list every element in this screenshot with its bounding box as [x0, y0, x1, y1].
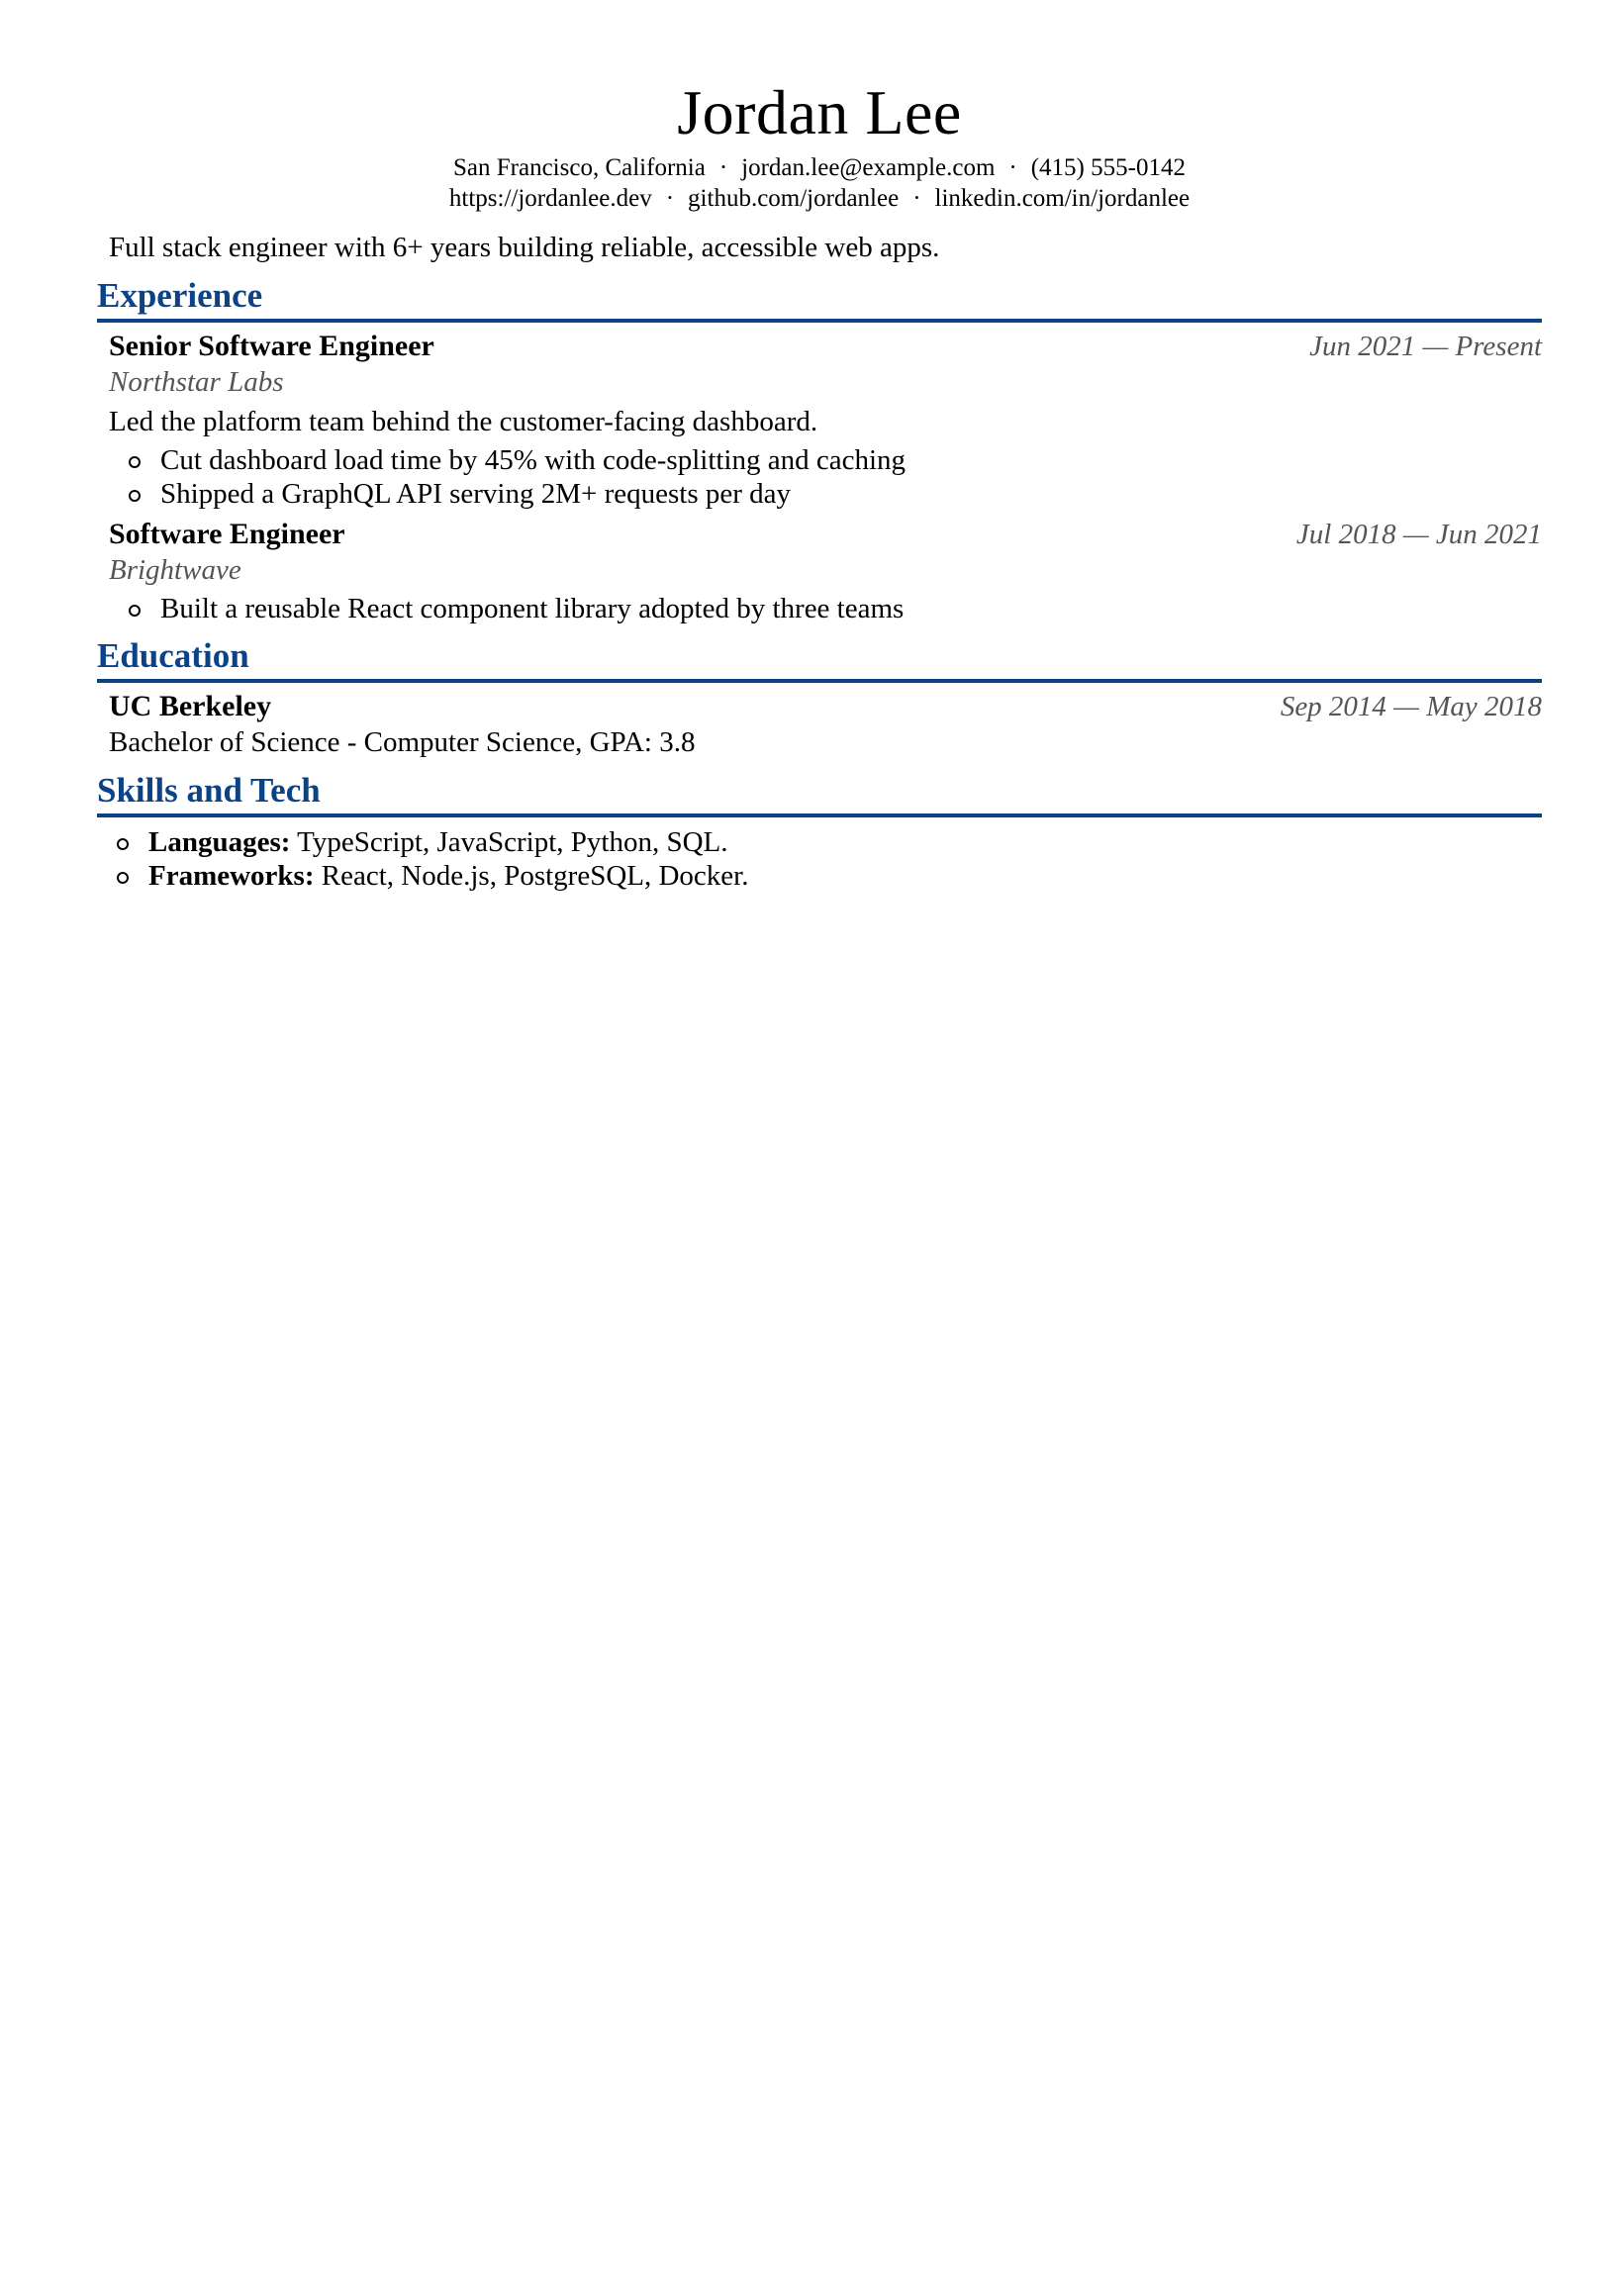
experience-section: [97, 275, 1542, 625]
email-link[interactable]: jordan.lee@example.com: [741, 154, 996, 181]
contact-line-1: [97, 152, 1542, 183]
list-item: [121, 477, 1542, 511]
location-text: San Francisco, California: [453, 154, 706, 181]
list-item: [109, 825, 1542, 859]
education-entry: [97, 689, 1542, 760]
section-heading-skills: Skills and Tech: [97, 770, 1542, 817]
skill-label: Languages:: [148, 826, 291, 858]
bullet-text: Shipped a GraphQL API serving 2M+ requests per day: [160, 478, 792, 510]
circle-bullet-icon: [117, 872, 129, 884]
separator-dot: ·: [665, 185, 675, 212]
bullet-text: Built a reusable React component library adopted by three teams: [160, 593, 905, 624]
job-entry: [97, 517, 1542, 625]
job-header: [109, 517, 1542, 552]
education-header: [109, 689, 1542, 724]
job-bullets: [109, 443, 1542, 511]
job-dates: Jun 2021 — Present: [1309, 331, 1542, 362]
skills-section: [97, 770, 1542, 893]
circle-bullet-icon: [117, 838, 129, 850]
circle-bullet-icon: [129, 490, 141, 502]
degree-text: Bachelor of Science - Computer Science, GPA: 3.8: [109, 726, 696, 758]
job-description: Led the platform team behind the customer-facing dashboard.: [109, 406, 818, 437]
bullet-text: Cut dashboard load time by 45% with code-splitting and caching: [160, 444, 907, 476]
job-header: [109, 329, 1542, 364]
job-company: Northstar Labs: [109, 366, 284, 398]
website-link[interactable]: https://jordanlee.dev: [448, 185, 652, 212]
job-bullets: [109, 592, 1542, 625]
resume-header: [97, 0, 1542, 214]
school-name: UC Berkeley: [109, 690, 272, 722]
education-section: [97, 635, 1542, 760]
list-item: [109, 859, 1542, 893]
candidate-name: Jordan Lee: [677, 77, 962, 147]
linkedin-link[interactable]: linkedin.com/in/jordanlee: [934, 185, 1191, 212]
circle-bullet-icon: [129, 605, 141, 617]
skill-value: TypeScript, JavaScript, Python, SQL.: [297, 826, 728, 858]
job-company: Brightwave: [109, 554, 241, 586]
section-heading-experience: Experience: [97, 275, 1542, 323]
list-item: [121, 592, 1542, 625]
circle-bullet-icon: [129, 456, 141, 468]
job-role: Senior Software Engineer: [109, 330, 434, 362]
separator-dot: ·: [912, 185, 921, 212]
phone-text: (415) 555-0142: [1030, 154, 1186, 181]
skill-label: Frameworks:: [148, 860, 315, 892]
contact-line-2: [97, 183, 1542, 214]
skills-list: [97, 825, 1542, 893]
skill-value: React, Node.js, PostgreSQL, Docker.: [321, 860, 749, 892]
list-item: [121, 443, 1542, 477]
section-heading-education: Education: [97, 635, 1542, 683]
job-dates: Jul 2018 — Jun 2021: [1295, 519, 1542, 550]
separator-dot: ·: [1008, 154, 1017, 181]
separator-dot: ·: [718, 154, 728, 181]
summary-text: Full stack engineer with 6+ years building reliable, accessible web apps.: [109, 232, 940, 263]
job-role: Software Engineer: [109, 518, 345, 550]
job-entry: [97, 329, 1542, 511]
resume-page: [97, 0, 1542, 893]
github-link[interactable]: github.com/jordanlee: [688, 185, 900, 212]
education-dates: Sep 2014 — May 2018: [1280, 691, 1542, 722]
